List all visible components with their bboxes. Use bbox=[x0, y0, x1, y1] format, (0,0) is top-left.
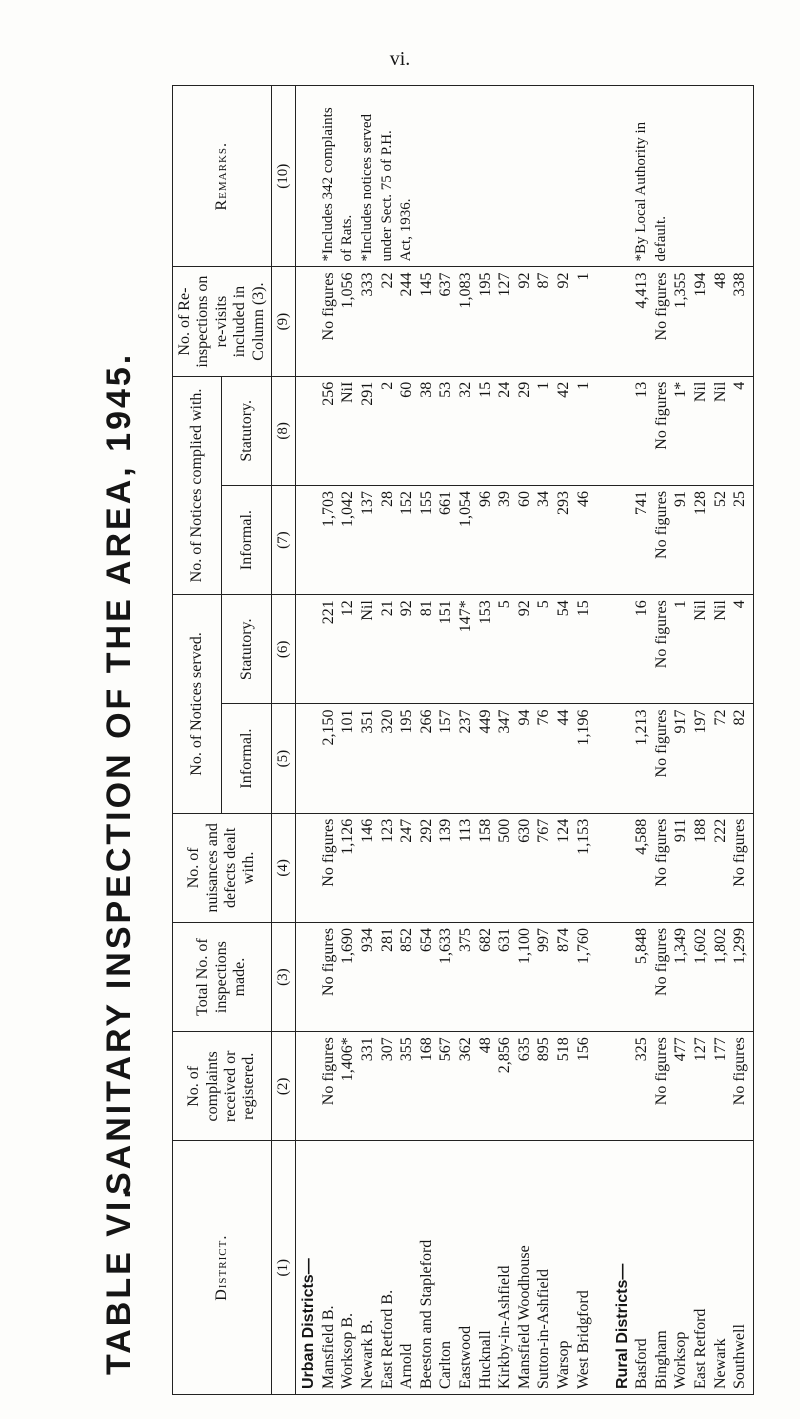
table-cell: Nil bbox=[692, 600, 710, 621]
header-nuisances: No. of nuisances and defects dealt with. bbox=[173, 813, 272, 922]
table-cell: 15 bbox=[476, 381, 494, 398]
table-cell: 1,406* bbox=[339, 1037, 357, 1082]
table-cell: Nil bbox=[711, 600, 729, 621]
column-number: (2) bbox=[271, 1032, 295, 1141]
header-inspections: Total No. of inspections made. bbox=[173, 922, 272, 1031]
table-cell: 292 bbox=[417, 818, 435, 843]
remark-line: *By Local Authority in bbox=[633, 121, 650, 262]
table-label: TABLE VI. bbox=[100, 1186, 138, 1375]
table-cell: 124 bbox=[554, 818, 572, 843]
table-cell: 333 bbox=[358, 272, 376, 297]
column-number: (1) bbox=[271, 1141, 295, 1395]
table-cell: Nil bbox=[711, 381, 729, 403]
spacer bbox=[593, 928, 613, 1026]
remark-line: default. bbox=[652, 216, 669, 262]
header-served-informal: Informal. bbox=[222, 704, 271, 813]
district-name: Worksop bbox=[672, 1331, 690, 1389]
header-complaints: No. of complaints received or registered. bbox=[173, 1032, 272, 1141]
table-cell: NiI bbox=[339, 381, 357, 404]
reinspections-column bbox=[296, 267, 754, 376]
table-cell: 281 bbox=[378, 927, 396, 952]
table-cell: 266 bbox=[417, 709, 435, 734]
header-row-1 bbox=[173, 86, 222, 1395]
spacer bbox=[299, 1037, 319, 1135]
table-cell: 1 bbox=[535, 381, 553, 390]
table-cell: 934 bbox=[358, 927, 376, 952]
table-cell: No figures bbox=[652, 927, 670, 996]
table-cell: 917 bbox=[672, 709, 690, 734]
table-cell: 221 bbox=[319, 600, 337, 625]
spacer bbox=[515, 91, 535, 261]
table-cell: 127 bbox=[496, 272, 514, 297]
table-cell: 631 bbox=[496, 927, 514, 952]
table-cell: 1,760 bbox=[574, 927, 592, 964]
table-cell: 1,056 bbox=[339, 272, 357, 309]
table-cell: 52 bbox=[711, 490, 729, 507]
table-cell: No figures bbox=[652, 1037, 670, 1106]
table-cell: 151 bbox=[437, 600, 455, 625]
table-cell: 293 bbox=[554, 490, 572, 515]
table-cell: 1* bbox=[672, 381, 690, 398]
spacer bbox=[593, 1037, 613, 1135]
table-cell: 661 bbox=[437, 490, 455, 515]
district-name: Newark bbox=[711, 1338, 729, 1389]
table-cell: 1,126 bbox=[339, 818, 357, 855]
spacer bbox=[593, 600, 613, 698]
header-remarks: Remarks. bbox=[173, 86, 272, 267]
table-cell: 222 bbox=[711, 818, 729, 843]
table-cell: 16 bbox=[633, 600, 651, 617]
urban-districts-label: Urban Districts— bbox=[300, 1258, 318, 1389]
header-district: District. bbox=[173, 1141, 272, 1395]
table-cell: 113 bbox=[456, 818, 474, 843]
table-cell: 92 bbox=[515, 600, 533, 617]
spacer bbox=[299, 91, 319, 261]
table-cell: 38 bbox=[417, 381, 435, 398]
complaints-column bbox=[296, 1032, 754, 1141]
table-cell: 997 bbox=[535, 927, 553, 952]
nuisances-column bbox=[296, 813, 754, 922]
spacer bbox=[476, 91, 496, 261]
table-cell: 895 bbox=[535, 1037, 553, 1062]
spacer bbox=[299, 928, 319, 1026]
table-cell: 4 bbox=[731, 381, 749, 390]
table-cell: No figures bbox=[319, 1037, 337, 1106]
table-cell: 53 bbox=[437, 381, 455, 398]
complied-statutory-column bbox=[296, 376, 754, 485]
table-cell: 654 bbox=[417, 927, 435, 952]
spacer bbox=[299, 382, 319, 480]
table-cell: 197 bbox=[692, 709, 710, 734]
table-cell: 48 bbox=[476, 1037, 494, 1054]
district-name: Beeston and Stapleford bbox=[417, 1239, 435, 1389]
remark-line: *Includes notices served bbox=[358, 114, 375, 262]
table-cell: 25 bbox=[731, 490, 749, 507]
table-cell: 15 bbox=[574, 600, 592, 617]
remark-line: under Sect. 75 of P.H. bbox=[378, 130, 395, 262]
table-cell: 635 bbox=[515, 1037, 533, 1062]
table-cell: 518 bbox=[554, 1037, 572, 1062]
remark-line: *Includes 342 complaints bbox=[319, 107, 336, 262]
table-cell: 320 bbox=[378, 709, 396, 734]
header-complied-statutory: Statutory. bbox=[222, 376, 271, 485]
table-cell: 449 bbox=[476, 709, 494, 734]
table-cell: 156 bbox=[574, 1037, 592, 1062]
table-cell: No figures bbox=[652, 381, 670, 450]
table-cell: 1,602 bbox=[692, 927, 710, 964]
table-cell: 24 bbox=[496, 381, 514, 398]
table-cell: 347 bbox=[496, 709, 514, 734]
spacer bbox=[613, 91, 633, 261]
table-cell: 168 bbox=[417, 1037, 435, 1062]
remarks-column bbox=[296, 86, 754, 267]
table-cell: No figures bbox=[652, 272, 670, 341]
table-body-row bbox=[296, 86, 754, 1395]
column-number: (9) bbox=[271, 267, 295, 376]
spacer bbox=[554, 91, 574, 261]
table-cell: 28 bbox=[378, 490, 396, 507]
district-name: Warsop bbox=[554, 1340, 572, 1389]
spacer bbox=[613, 382, 633, 480]
district-name: Mansfield B. bbox=[319, 1305, 337, 1389]
table-cell: 375 bbox=[456, 927, 474, 952]
column-number: (6) bbox=[271, 595, 295, 704]
table-cell: Nil bbox=[692, 381, 710, 403]
table-cell: 101 bbox=[339, 709, 357, 734]
table-cell: 145 bbox=[417, 272, 435, 297]
table-cell: 500 bbox=[496, 818, 514, 843]
column-number: (4) bbox=[271, 813, 295, 922]
table-cell: 13 bbox=[633, 381, 651, 398]
header-complied-informal: Informal. bbox=[222, 485, 271, 594]
spacer bbox=[613, 1037, 633, 1135]
table-cell: 741 bbox=[633, 490, 651, 515]
table-cell: 96 bbox=[476, 490, 494, 507]
remark-line: Act, 1936. bbox=[398, 198, 415, 262]
table-cell: 42 bbox=[554, 381, 572, 398]
table-cell: 147* bbox=[456, 600, 474, 633]
table-cell: 291 bbox=[358, 381, 376, 406]
spacer bbox=[613, 600, 633, 698]
table-cell: 128 bbox=[692, 490, 710, 515]
table-cell: 177 bbox=[711, 1037, 729, 1062]
table-cell: 682 bbox=[476, 927, 494, 952]
table-cell: 137 bbox=[358, 490, 376, 515]
table-cell: 362 bbox=[456, 1037, 474, 1062]
table-cell: 157 bbox=[437, 709, 455, 734]
table-cell: No figures bbox=[319, 818, 337, 887]
table-cell: 351 bbox=[358, 709, 376, 734]
table-cell: 22 bbox=[378, 272, 396, 289]
table-cell: 92 bbox=[554, 272, 572, 289]
table-cell: No figures bbox=[731, 818, 749, 887]
spacer bbox=[613, 709, 633, 807]
table-cell: 72 bbox=[711, 709, 729, 726]
table-cell: No figures bbox=[652, 709, 670, 778]
table-cell: 1,196 bbox=[574, 709, 592, 746]
table-cell: 5 bbox=[496, 600, 514, 609]
spacer bbox=[299, 491, 319, 589]
spacer bbox=[299, 709, 319, 807]
table-cell: 195 bbox=[476, 272, 494, 297]
district-name: Newark B. bbox=[358, 1319, 376, 1389]
table-cell: 155 bbox=[417, 490, 435, 515]
table-cell: 153 bbox=[476, 600, 494, 625]
table-cell: 244 bbox=[398, 272, 416, 297]
rotated-table-page bbox=[90, 85, 790, 1395]
district-name: Bingham bbox=[652, 1330, 670, 1389]
table-cell: 307 bbox=[378, 1037, 396, 1062]
table-heading bbox=[90, 85, 160, 1375]
table-cell: 82 bbox=[731, 709, 749, 726]
table-cell: No figures bbox=[731, 1037, 749, 1106]
table-cell: 81 bbox=[417, 600, 435, 617]
table-cell: 195 bbox=[398, 709, 416, 734]
spacer bbox=[436, 91, 456, 261]
district-name: Kirkby-in-Ashfield bbox=[496, 1265, 514, 1389]
table-cell: 1,802 bbox=[711, 927, 729, 964]
column-number-row bbox=[271, 86, 295, 1395]
table-cell: 1,355 bbox=[672, 272, 690, 309]
header-served-statutory: Statutory. bbox=[222, 595, 271, 704]
spacer bbox=[593, 819, 613, 917]
table-cell: 46 bbox=[574, 490, 592, 507]
table-cell: No figures bbox=[652, 490, 670, 559]
table-cell: 355 bbox=[398, 1037, 416, 1062]
spacer bbox=[593, 709, 613, 807]
table-cell: 1 bbox=[574, 272, 592, 281]
spacer bbox=[593, 272, 613, 370]
table-cell: 32 bbox=[456, 381, 474, 398]
table-cell: 767 bbox=[535, 818, 553, 843]
page-number: vi. bbox=[389, 48, 411, 70]
district-name: Worksop B. bbox=[339, 1312, 357, 1389]
table-cell: 1,633 bbox=[437, 927, 455, 964]
table-cell: 1,703 bbox=[319, 490, 337, 527]
table-cell: 127 bbox=[692, 1037, 710, 1062]
table-cell: 1,042 bbox=[339, 490, 357, 527]
district-name: East Retford B. bbox=[378, 1289, 396, 1389]
table-cell: 152 bbox=[398, 490, 416, 515]
table-cell: 188 bbox=[692, 818, 710, 843]
table-cell: 123 bbox=[378, 818, 396, 843]
district-name: Sutton-in-Ashfield bbox=[535, 1269, 553, 1389]
complied-informal-column bbox=[296, 485, 754, 594]
table-cell: 2,856 bbox=[496, 1037, 514, 1074]
table-cell: 60 bbox=[398, 381, 416, 398]
table-cell: 5 bbox=[535, 600, 553, 609]
spacer bbox=[613, 928, 633, 1026]
table-cell: 158 bbox=[476, 818, 494, 843]
table-cell: 1,100 bbox=[515, 927, 533, 964]
spacer bbox=[456, 91, 476, 261]
table-cell: 2,150 bbox=[319, 709, 337, 746]
table-cell: No figures bbox=[319, 927, 337, 996]
table-cell: 12 bbox=[339, 600, 357, 617]
table-cell: 637 bbox=[437, 272, 455, 297]
table-cell: 2 bbox=[378, 381, 396, 390]
spacer bbox=[417, 91, 437, 261]
table-cell: 1 bbox=[672, 600, 690, 609]
table-cell: 1 bbox=[574, 381, 592, 390]
table-cell: 4,413 bbox=[633, 272, 651, 309]
spacer bbox=[593, 1146, 613, 1389]
table-cell: 21 bbox=[378, 600, 396, 617]
table-cell: 1,213 bbox=[633, 709, 651, 746]
table-cell: 338 bbox=[731, 272, 749, 297]
table-cell: 247 bbox=[398, 818, 416, 843]
column-number: (5) bbox=[271, 704, 295, 813]
district-name: Eastwood bbox=[456, 1325, 474, 1389]
table-cell: 1,299 bbox=[731, 927, 749, 964]
table-cell: No figures bbox=[652, 600, 670, 669]
column-number: (3) bbox=[271, 922, 295, 1031]
served-informal-column bbox=[296, 704, 754, 813]
table-cell: 852 bbox=[398, 927, 416, 952]
district-name: Hucknall bbox=[476, 1330, 494, 1389]
table-cell: 1,054 bbox=[456, 490, 474, 527]
spacer bbox=[299, 600, 319, 698]
table-cell: 325 bbox=[633, 1037, 651, 1062]
table-cell: 94 bbox=[515, 709, 533, 726]
spacer bbox=[613, 272, 633, 370]
table-cell: 256 bbox=[319, 381, 337, 406]
rural-districts-label: Rural Districts— bbox=[613, 1263, 631, 1389]
table-cell: No figures bbox=[652, 818, 670, 887]
table-cell: 5,848 bbox=[633, 927, 651, 964]
district-name: East Retford bbox=[692, 1308, 710, 1389]
table-cell: 91 bbox=[672, 490, 690, 507]
table-cell: 139 bbox=[437, 818, 455, 843]
served-statutory-column bbox=[296, 595, 754, 704]
table-cell: 34 bbox=[535, 490, 553, 507]
table-cell: 630 bbox=[515, 818, 533, 843]
table-cell: 76 bbox=[535, 709, 553, 726]
district-name: Mansfield Woodhouse bbox=[515, 1245, 533, 1389]
inspections-column bbox=[296, 922, 754, 1031]
table-cell: 331 bbox=[358, 1037, 376, 1062]
column-number: (8) bbox=[271, 376, 295, 485]
spacer bbox=[613, 819, 633, 917]
table-cell: 92 bbox=[515, 272, 533, 289]
table-cell: 237 bbox=[456, 709, 474, 734]
table-cell: Nil bbox=[358, 600, 376, 621]
table-cell: 194 bbox=[692, 272, 710, 297]
table-cell: 1,153 bbox=[574, 818, 592, 855]
table-cell: 477 bbox=[672, 1037, 690, 1062]
table-title: SANITARY INSPECTION OF THE AREA, 1945. bbox=[100, 351, 138, 1195]
table-cell: No figures bbox=[319, 272, 337, 341]
table-cell: 48 bbox=[711, 272, 729, 289]
table-cell: 92 bbox=[398, 600, 416, 617]
spacer bbox=[574, 91, 594, 261]
spacer bbox=[299, 819, 319, 917]
spacer bbox=[593, 491, 613, 589]
spacer bbox=[495, 91, 515, 261]
table-cell: 4,588 bbox=[633, 818, 651, 855]
district-name: West Bridgford bbox=[574, 1290, 592, 1389]
table-cell: 911 bbox=[672, 818, 690, 843]
table-cell: 60 bbox=[515, 490, 533, 507]
district-column bbox=[296, 1141, 754, 1395]
district-name: Basford bbox=[633, 1338, 651, 1389]
remark-line: of Rats. bbox=[339, 214, 356, 262]
sanitary-inspection-table bbox=[172, 85, 754, 1395]
header-notices-complied: No. of Notices complied with. bbox=[173, 376, 222, 595]
header-reinspections: No. of Re-inspections on re-visits included in Column (3). bbox=[173, 267, 272, 376]
table-cell: 1,690 bbox=[339, 927, 357, 964]
spacer bbox=[593, 91, 613, 261]
table-cell: 44 bbox=[554, 709, 572, 726]
table-cell: 874 bbox=[554, 927, 572, 952]
table-cell: 39 bbox=[496, 490, 514, 507]
table-cell: 4 bbox=[731, 600, 749, 609]
spacer bbox=[593, 382, 613, 480]
table-cell: 1,349 bbox=[672, 927, 690, 964]
header-notices-served: No. of Notices served. bbox=[173, 595, 222, 814]
table-cell: 1,083 bbox=[456, 272, 474, 309]
district-name: Carlton bbox=[437, 1341, 455, 1389]
column-number: (7) bbox=[271, 485, 295, 594]
table-cell: 29 bbox=[515, 381, 533, 398]
spacer bbox=[613, 491, 633, 589]
district-name: Southwell bbox=[731, 1324, 749, 1389]
district-name: Arnold bbox=[398, 1343, 416, 1389]
spacer bbox=[534, 91, 554, 261]
spacer bbox=[299, 272, 319, 370]
table-cell: 87 bbox=[535, 272, 553, 289]
column-number: (10) bbox=[271, 86, 295, 267]
table-cell: 567 bbox=[437, 1037, 455, 1062]
table-cell: 146 bbox=[358, 818, 376, 843]
table-cell: 54 bbox=[554, 600, 572, 617]
